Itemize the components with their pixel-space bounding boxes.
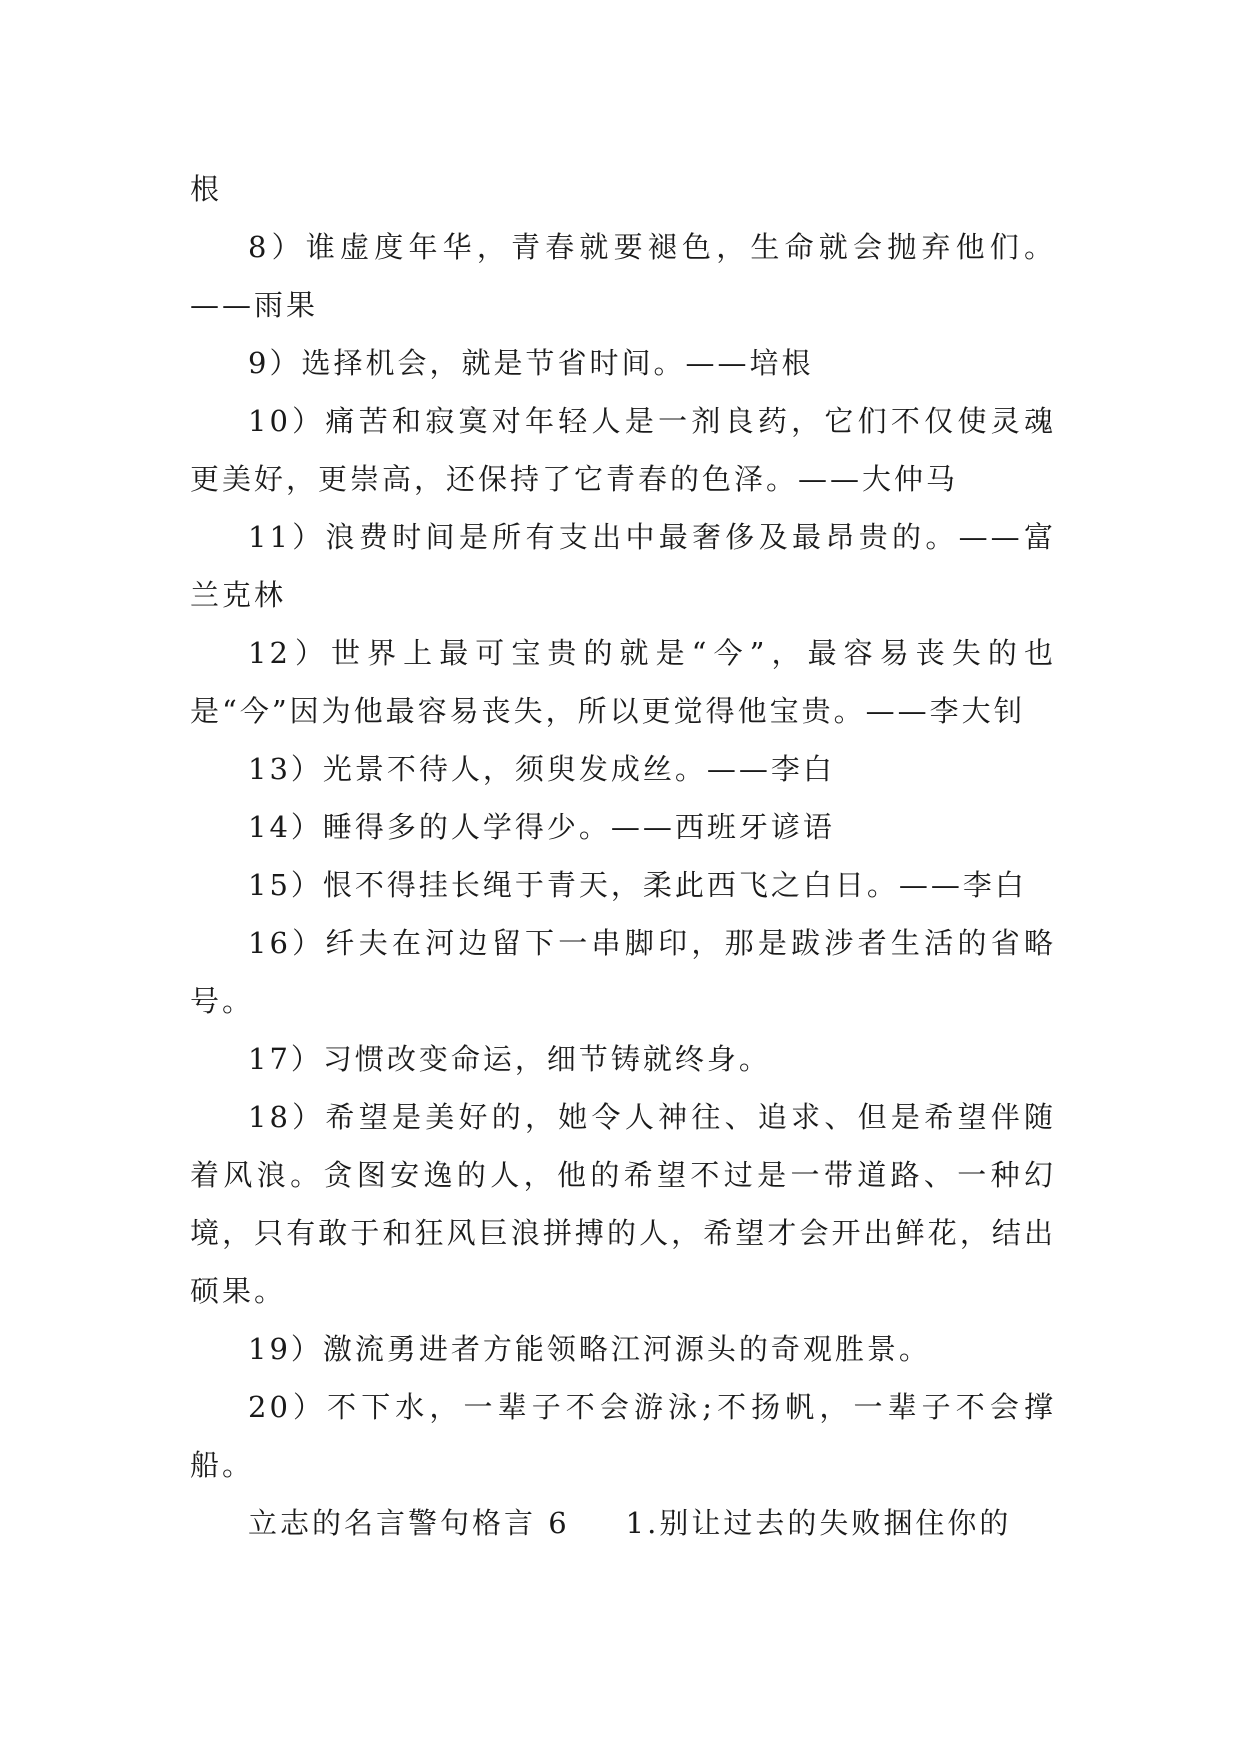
quote-8: 8）谁虚度年华，青春就要褪色，生命就会抛弃他们。——雨果 bbox=[190, 230, 1056, 322]
paragraph-continuation: 根 bbox=[190, 172, 223, 206]
quote-10: 10）痛苦和寂寞对年轻人是一剂良药，它们不仅使灵魂更美好，更崇高，还保持了它青春的色泽。——大仲马 bbox=[190, 404, 1056, 496]
quote-19: 19）激流勇进者方能领略江河源头的奇观胜景。 bbox=[248, 1332, 931, 1366]
section-paragraph bbox=[190, 1494, 1056, 1552]
quote-12: 12）世界上最可宝贵的就是“今”，最容易丧失的也是“今”因为他最容易丧失，所以更觉得他宝贵。——李大钊 bbox=[190, 636, 1056, 728]
section-heading: 立志的名言警句格言 6 bbox=[248, 1506, 570, 1540]
quote-16: 16）纤夫在河边留下一串脚印，那是跋涉者生活的省略号。 bbox=[190, 926, 1056, 1018]
quote-15: 15）恨不得挂长绳于青天，柔此西飞之白日。——李白 bbox=[248, 868, 1027, 902]
quote-17: 17）习惯改变命运，细节铸就终身。 bbox=[248, 1042, 771, 1076]
quote-9: 9）选择机会，就是节省时间。——培根 bbox=[248, 346, 814, 380]
document-body bbox=[190, 160, 1056, 1552]
quote-11: 11）浪费时间是所有支出中最奢侈及最昂贵的。——富兰克林 bbox=[190, 520, 1056, 612]
quote-18: 18）希望是美好的，她令人神往、追求、但是希望伴随着风浪。贪图安逸的人，他的希望不过是一带道路、一种幻境，只有敢于和狂风巨浪拼搏的人，希望才会开出鲜花，结出硕果。 bbox=[190, 1100, 1056, 1308]
quote-14: 14）睡得多的人学得少。——西班牙谚语 bbox=[248, 810, 835, 844]
section-first-item: 1.别让过去的失败捆住你的 bbox=[625, 1506, 1012, 1540]
quote-13: 13）光景不待人，须臾发成丝。——李白 bbox=[248, 752, 835, 786]
quote-20: 20）不下水，一辈子不会游泳;不扬帆，一辈子不会撑船。 bbox=[190, 1390, 1056, 1482]
